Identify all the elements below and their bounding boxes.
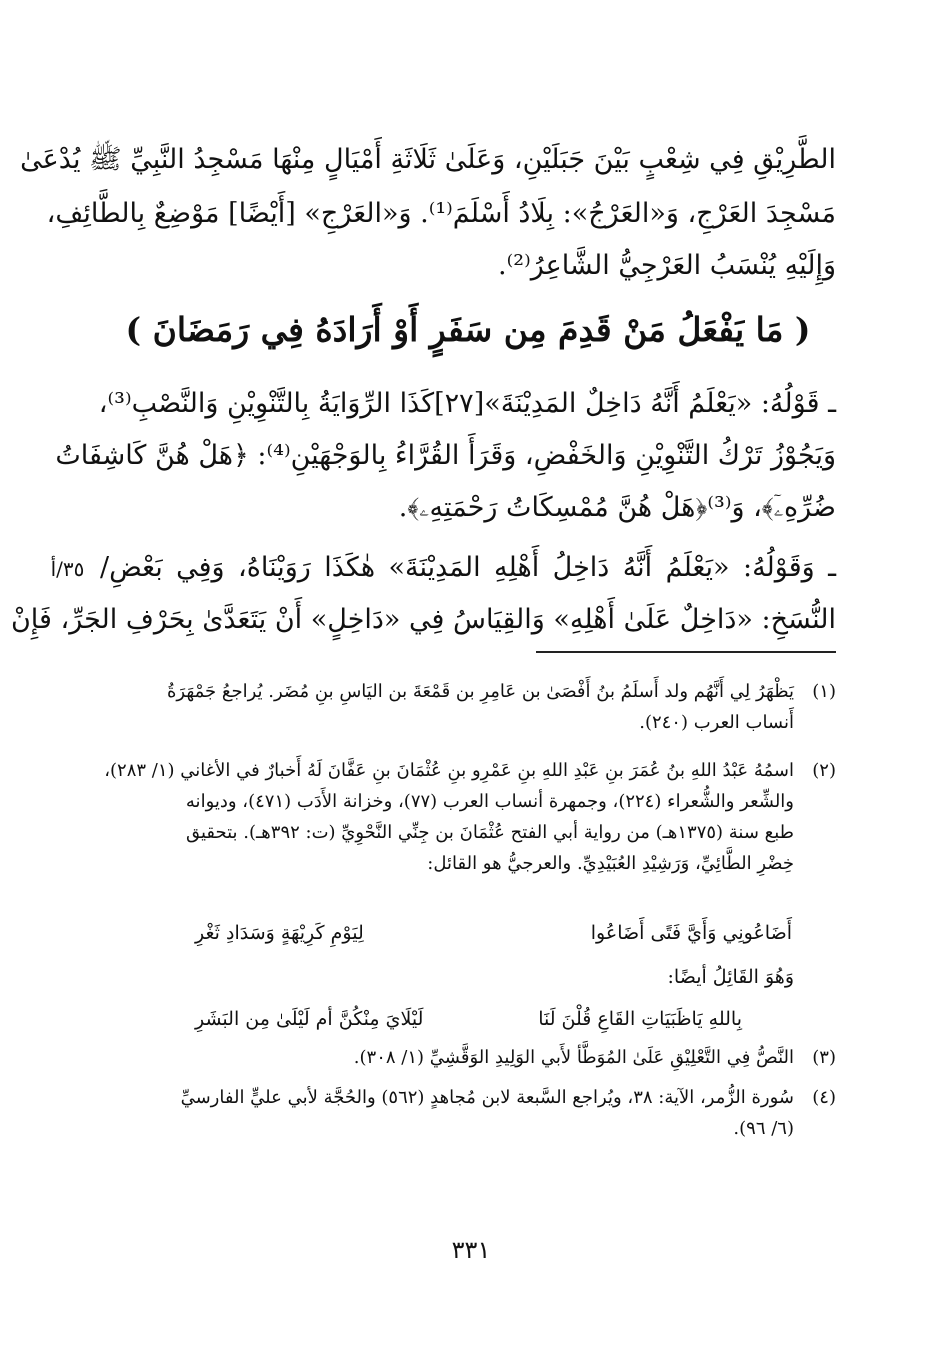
footnote-divider bbox=[536, 651, 836, 653]
footnote-line: النَّصُّ فِي التَّعْلِيْقِ عَلَىٰ المُوَطَّأ لأَبي الوَلِيدِ الوَقَّشِيِّ (١/ ٣٠٨). bbox=[353, 1047, 794, 1068]
footnote-line: سُورة الزُّمر، الآية: ٣٨، ويُراجع السَّبعة لابن مُجاهدٍ (٥٦٢) والحُجَّة لأبي عليٍّ الفارسيِّ bbox=[180, 1087, 794, 1108]
verse-1-second-hemistich: لِيَوْمِ كَرِيْهَةٍ وَسَدَادِ ثَغْرِ bbox=[195, 922, 364, 944]
footnote-2 bbox=[100, 755, 836, 879]
footnote-3 bbox=[100, 1042, 836, 1073]
footnote-line: طبع سنة (١٣٧٥هـ) من رواية أبي الفتح عُثْمَانَ بن جِنِّي النَّحْوِيِّ (ت: ٣٩٢هـ). بتحقيق bbox=[185, 822, 794, 843]
footnote-4 bbox=[100, 1082, 836, 1144]
footnote-2-interlude: وَهُوَ القَائِلُ أيضًا: bbox=[667, 966, 794, 988]
body-line-3: وَإِلَيْهِ يُنْسَبُ العَرْجِيُّ الشَّاعِرُ⁽²⁾. bbox=[498, 250, 836, 281]
footnote-1 bbox=[100, 676, 836, 738]
body-line-1: الطَّرِيْقِ فِي شِعْبٍ بَيْنَ جَبَلَيْنِ، وَعَلَىٰ ثَلَاثَةِ أَمْيَالٍ مِنْهَا مَسْجِدُ النَّبِيِّ ﷺ يُدْعَىٰ bbox=[20, 144, 836, 175]
footnote-line: (٦/ ٩٦). bbox=[733, 1118, 794, 1139]
para2-line-2: وَيَجُوْزُ تَرْكُ التَّنْوِيْنِ وَالخَفْضِ، وَقَرَأَ القُرَّاءُ بِالوَجْهَيْنِ⁽⁴⁾: ﴿هَلْ هُنَّ كَاشِفَاتُ bbox=[55, 440, 836, 471]
footnote-number: (٢) bbox=[812, 760, 836, 781]
footnote-number: (٤) bbox=[812, 1087, 836, 1108]
footnote-line: يَظْهَرُ لِي أَنَّهُم ولد أَسلَمُ بنُ أَفْصَىٰ بن عَامِرِ بن قَمْعَةَ بن اليَاسِ بنِ مُضَر. يُراجعُ جَمْهَرَةُ bbox=[166, 681, 794, 702]
para2-line-3: ضُرِّهِۦٓ﴾، وَ⁽³⁾﴿هَلْ هُنَّ مُمْسِكَاتُ رَحْمَتِهِۦ﴾. bbox=[398, 492, 836, 523]
footnote-line: أَنساب العرب (٢٤٠). bbox=[639, 712, 794, 733]
page-number: ٣٣١ bbox=[451, 1236, 491, 1264]
para3-line-2: النُّسَخِ: «دَاخِلٌ عَلَىٰ أَهْلِهِ» وَالقِيَاسُ فِي «دَاخِلٍ» أَنْ يَتَعَدَّىٰ بِحَرْفِ الجَرِّ، فَإِنْ bbox=[10, 604, 836, 635]
para3-line-1: ـ وَقَوْلُهُ: «يَعْلَمُ أَنَّهُ دَاخِلُ أَهْلِهِ المَدِيْنَةَ» هٰكَذَا رَوَيْنَاهُ، وَفِي بَعْضِ/ bbox=[100, 552, 836, 583]
verse-2-first-hemistich: بِاللهِ يَاظَبَيَاتِ القَاعِ قُلْنَ لَنَا bbox=[538, 1008, 742, 1030]
manuscript-folio-note: ٣٥/أ bbox=[50, 557, 85, 581]
para2-line-1: ـ قَوْلُهُ: «يَعْلَمُ أَنَّهُ دَاخِلٌ المَدِيْنَةَ»[٢٧]كَذَا الرِّوَايَةُ بِالتَّنْوِيْنِ وَالنَّصْبِ⁽³⁾، bbox=[98, 388, 836, 419]
footnote-line: خِضْرِ الطَّائِيِّ، وَرَشِيْدِ العُبَيْدِيِّ. والعرجيُّ هو القائل: bbox=[427, 853, 794, 874]
footnote-number: (١) bbox=[812, 681, 836, 702]
footnote-number: (٣) bbox=[812, 1047, 836, 1068]
verse-2-second-hemistich: لَيْلَايَ مِنْكُنَّ أم لَيْلَىٰ مِن البَشَرِ bbox=[195, 1008, 424, 1030]
footnote-line: اسمُهُ عَبْدُ اللهِ بنُ عُمَرَ بنِ عَبْدِ اللهِ بنِ عَمْرِو بنِ عُثْمَانَ بنِ عَفَّانَ لَهُ أَخبارٌ في الأغاني (١/ ٢٨٣)، bbox=[104, 760, 794, 781]
verse-1-first-hemistich: أَضَاعُونِي وَأَيَّ فَتًى أَضَاعُوا bbox=[590, 922, 792, 944]
footnote-line: والشِّعر والشُّعراء (٢٢٤)، وجمهرة أنساب العرب (٧٧)، وخزانة الأَدَب (٤٧١)، وديوانه bbox=[185, 791, 794, 812]
section-heading: ( مَا يَفْعَلُ مَنْ قَدِمَ مِن سَفَرٍ أَوْ أَرَادَهُ فِي رَمَضَانَ ) bbox=[125, 310, 811, 349]
body-line-2: مَسْجِدَ العَرْجِ، وَ«العَرْجُ»: بِلَادُ أَسْلَمَ⁽¹⁾. وَ«العَرْجِ» [أَيْضًا] مَوْضِعٌ بِالطَّائِفِ، bbox=[46, 198, 836, 229]
